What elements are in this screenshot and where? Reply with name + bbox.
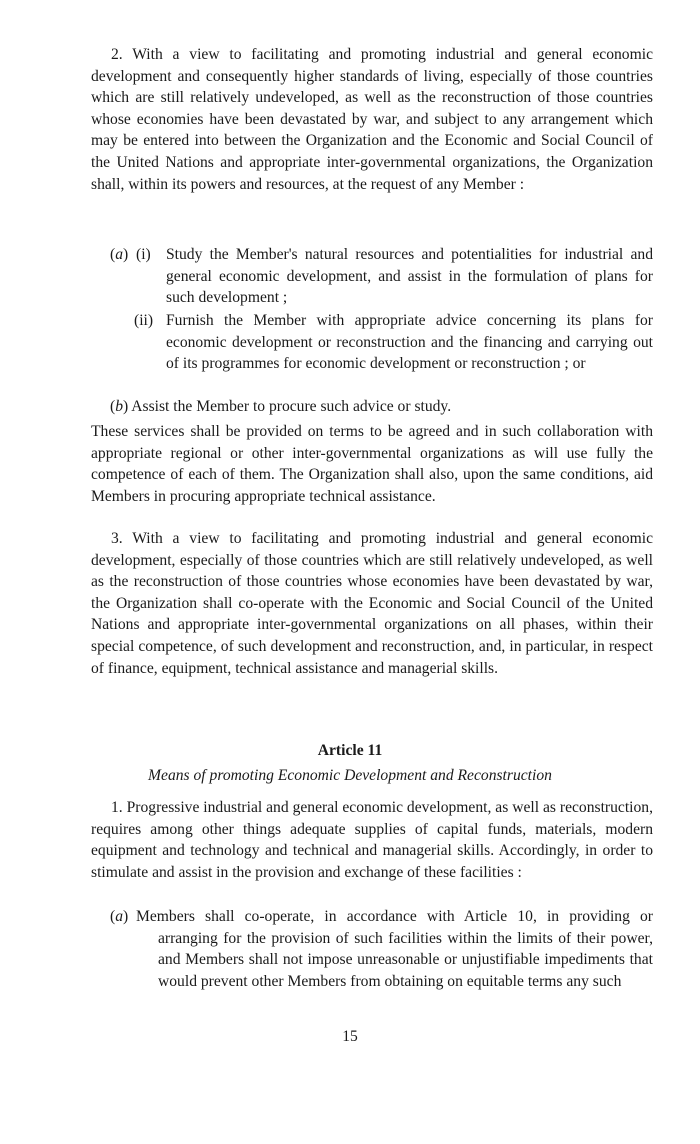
item-a-ii-text: Furnish the Member with appropriate advice concerning its plans for economic development or reconstruction and the financing and carrying out of its programmes for economic development or reconstruction ; or xyxy=(166,312,653,373)
item-a-label: (a) xyxy=(110,246,129,263)
article-subheading: Means of promoting Economic Development and Reconstruction xyxy=(148,767,552,784)
paragraph-3: 3. With a view to facilitating and promoting industrial and general economic development, especially of those countries which are still relatively undeveloped, as well as the reconstruction of those countries whose economies have been devastated by war, the Organization shall co-operate with the Economic and Social Council of the United Nations and appropriate inter-governmental organizations on all phases, within their special competence, of such development and reconstruction, and, in particular, in respect of finance, equipment, technical assistance and managerial skills. xyxy=(91,530,653,677)
item-b-text: Assist the Member to procure such advice or study. xyxy=(131,398,452,415)
item-a-ii-label-wrap xyxy=(134,310,164,332)
art11-list-item-a xyxy=(136,906,653,992)
article-11-paragraph-1: 1. Progressive industrial and general economic development, as well as reconstruction, requires among other things adequate supplies of capital funds, materials, modern equipment and technology and technical and managerial skills. Accordingly, in order to stimulate and assist in the provision and exchange of these facilities : xyxy=(91,799,653,881)
list-item-a-ii xyxy=(166,310,653,375)
paragraph-2-closing: These services shall be provided on terms to be agreed and in such collaboration with appropriate regional or other inter-governmental organizations as will use fully the competence of each of them. The Organization shall also, upon the same conditions, aid Members in procuring appropriate technical assistance. xyxy=(91,423,653,505)
article-heading: Article 11 xyxy=(317,742,383,759)
item-a-ii-label: (ii) xyxy=(134,312,154,329)
page-number: 15 xyxy=(342,1028,358,1045)
list-item-b: (b) Assist the Member to procure such advice or study. xyxy=(110,398,452,415)
art11-item-a-label-wrap: (a) xyxy=(110,908,129,925)
item-a-i-content: Study the Member's natural resources and potentialities for industrial and general economic development, and assist in the formulation of plans for such development ; xyxy=(166,246,653,307)
item-a-i-label: (i) xyxy=(136,246,151,263)
art11-item-a-label: a xyxy=(115,908,123,925)
art11-item-a-text: Members shall co-operate, in accordance with Article 10, in providing or arranging for the provision of such facilities within the limits of their power, and Members shall not impose unreasonable or unjustifiable impediments that would prevent other Members from obtaining on equitable terms any such xyxy=(136,908,653,990)
item-b-label: b xyxy=(115,398,123,415)
paragraph-2-intro: 2. With a view to facilitating and promoting industrial and general economic development and consequently higher standards of living, especially of those countries which are still relatively undeveloped, as well as the reconstruction of those countries whose economies have been devastated by war, and subject to any arrangement which may be entered into between the Organization and the Economic and Social Council of the United Nations and appropriate inter-governmental organizations, the Organization shall, within its powers and resources, at the request of any Member : xyxy=(91,46,653,193)
item-a-i-body xyxy=(166,244,653,309)
